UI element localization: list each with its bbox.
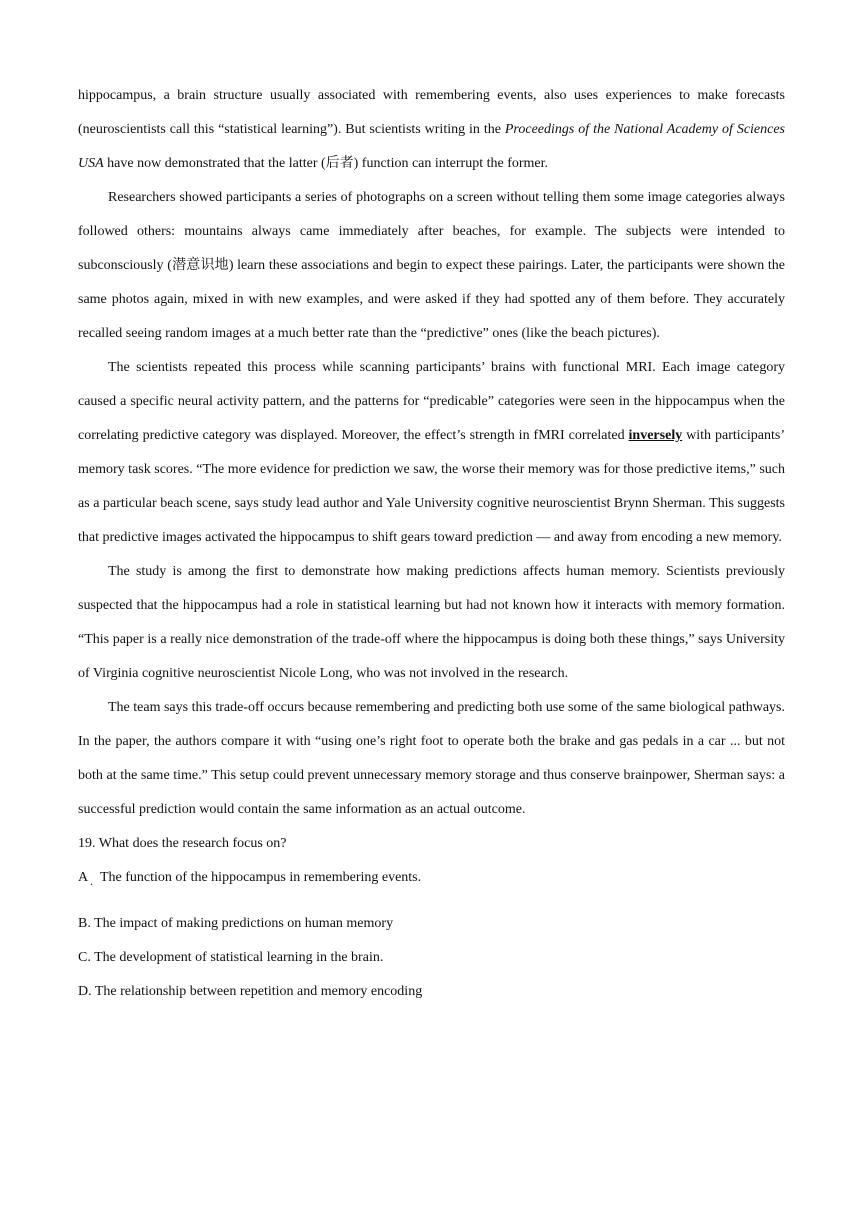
paragraph-1-text-a: hippocampus, a brain structure usually associated with remembering events, also uses experiences to make forecasts (neuroscientists call this “statistical learning”). But scientists writing in the [78,88,785,137]
paragraph-3-text-b: with participants’ memory task scores. “The more evidence for prediction we saw, the worse their memory was for those predictive items,” such as a particular beach scene, says study lead author and Yale University cognitive neuroscientist Brynn Sherman. This suggests that predictive images activated the hippocampus to shift gears toward prediction — and away from encoding a new memory. [78,428,785,545]
paragraph-2: Researchers showed participants a series of photographs on a screen without telling them some image categories always followed others: mountains always came immediately after beaches, for example. The subjects were intended to subconsciously (潜意识地) learn these associations and begin to expect these pairings. Later, the participants were shown the same photos again, mixed in with new examples, and were asked if they had spotted any of them before. They accurately recalled seeing random images at a much better rate than the “predictive” ones (like the beach pictures). [78,190,785,341]
question-stem: 19. What does the research focus on? [78,836,287,851]
paragraph-3-text-a: The scientists repeated this process while scanning participants’ brains with functional MRI. Each image category caused a specific neural activity pattern, and the patterns for “predicable” categories were seen in the hippocampus when the correlating predictive category was displayed. Moreover, the effect’s strength in fMRI correlated [78,360,785,443]
option-b: B. The impact of making predictions on human memory [78,916,394,931]
journal-title: Proceedings of the National Academy of Sciences USA [78,122,786,171]
option-a [78,861,785,895]
document-page [78,79,785,1009]
paragraph-1 [78,79,785,181]
paragraph-1-text-b: have now demonstrated that the latter (后者) function can interrupt the former. [103,156,549,171]
underlined-word: inversely [628,428,683,443]
paragraph-4: The study is among the first to demonstrate how making predictions affects human memory. Scientists previously suspected that the hippocampus had a role in statistical learning but had not known how it interacts with memory formation. “This paper is a really nice demonstration of the trade-off where the hippocampus is doing both these things,” says University of Virginia cognitive neuroscientist Nicole Long, who was not involved in the research. [78,564,785,681]
option-a-text: The function of the hippocampus in remembering events. [100,870,422,885]
option-a-letter: A [78,870,89,885]
paragraph-3 [78,351,785,555]
option-c: C. The development of statistical learning in the brain. [78,950,384,965]
option-a-dot: . [90,874,93,888]
paragraph-5: The team says this trade-off occurs because remembering and predicting both use some of the same biological pathways. In the paper, the authors compare it with “using one’s right foot to operate both the brake and gas pedals in a car ... but not both at the same time.” This setup could prevent unnecessary memory storage and thus conserve brainpower, Sherman says: a successful prediction would contain the same information as an actual outcome. [78,700,785,817]
option-d: D. The relationship between repetition and memory encoding [78,984,423,999]
